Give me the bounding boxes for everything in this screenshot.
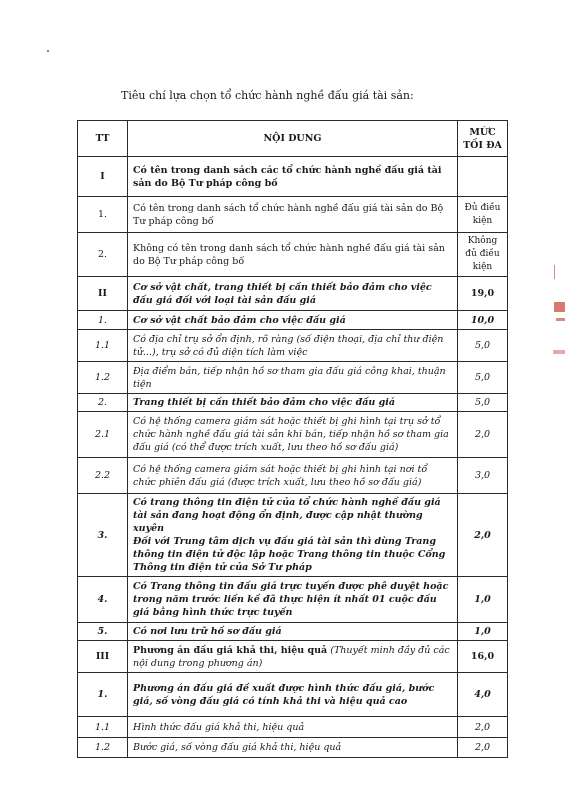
row-content: Địa điểm bán, tiếp nhận hồ sơ tham gia đấu giá công khai, thuận tiện [128,362,458,394]
row-value: 1,0 [458,577,508,623]
row-value: 1,0 [458,623,508,641]
row-content: Có trang thông tin điện tử của tổ chức hành nghề đấu giá tài sản đang hoạt động ổn định, được cập nhật thường xuyên [133,497,441,534]
row-content: Có tên trong danh sách tổ chức hành nghề đấu giá tài sản do Bộ Tư pháp công bố [128,197,458,233]
row-tt: III [78,641,128,673]
row-tt: 2. [78,394,128,412]
table-row [78,738,508,758]
row-value: 5,0 [458,330,508,362]
table-row [78,717,508,738]
row-content: Có Trang thông tin đấu giá trực tuyến được phê duyệt hoặc trong năm trước liền kề đã thực hiện ít nhất 01 cuộc đấu giá bằng hình thức trực tuyến [128,577,458,623]
row-value: 5,0 [458,394,508,412]
header-max: MỨC TỐI ĐA [458,121,508,157]
row-value: 10,0 [458,311,508,330]
row-value [458,157,508,197]
row-content: Phương án đấu giá khả thi, hiệu quả [133,644,328,656]
row-content: Hình thức đấu giá khả thi, hiệu quả [128,717,458,738]
row-content-note: (Thuyết minh đầy đủ các nội dung trong phương án) [133,644,450,669]
row-content-cell [128,641,458,673]
row-tt: 1.2 [78,362,128,394]
row-tt: 1. [78,311,128,330]
row-value: 4,0 [458,673,508,717]
row-tt: 2. [78,233,128,277]
row-tt: 1.1 [78,330,128,362]
table-row [78,412,508,458]
table-row [78,623,508,641]
row-value: 2,0 [458,738,508,758]
stamp-fragment [554,265,565,279]
row-content-cell [128,494,458,577]
row-content: Cơ sở vật chất, trang thiết bị cần thiết bảo đảm cho việc đấu giá đối với loại tài sản đấu giá [128,277,458,311]
criteria-table [77,120,508,758]
row-content: Có hệ thống camera giám sát hoặc thiết bị ghi hình tại nơi tổ chức phiên đấu giá (được trích xuất, lưu theo hồ sơ đấu giá) [128,458,458,494]
row-content: Có tên trong danh sách các tổ chức hành nghề đấu giá tài sản do Bộ Tư pháp công bố [128,157,458,197]
row-value: 19,0 [458,277,508,311]
row-content-note: Đối với Trung tâm dịch vụ đấu giá tài sản thì dùng Trang thông tin điện tử độc lập hoặc Trang thông tin thuộc Cổng Thông tin điện tử của Sở Tư pháp [133,536,446,573]
row-tt: 5. [78,623,128,641]
table-row [78,330,508,362]
stamp-fragment [554,302,565,312]
row-content: Có hệ thống camera giám sát hoặc thiết bị ghi hình tại trụ sở tổ chức hành nghề đấu giá tài sản khi bán, tiếp nhận hồ sơ tham gia đấu giá (có thể được trích xuất, lưu theo hồ sơ đấu giá) [128,412,458,458]
table-row [78,458,508,494]
table-row [78,233,508,277]
scan-speck [47,50,49,52]
row-tt: II [78,277,128,311]
row-tt: I [78,157,128,197]
table-row [78,577,508,623]
table-row [78,494,508,577]
row-tt: 2.2 [78,458,128,494]
table-row [78,157,508,197]
row-value: 5,0 [458,362,508,394]
row-tt: 1.2 [78,738,128,758]
row-value: 3,0 [458,458,508,494]
table-row [78,641,508,673]
table-row [78,277,508,311]
row-content: Có nơi lưu trữ hồ sơ đấu giá [128,623,458,641]
row-tt: 4. [78,577,128,623]
row-tt: 1. [78,673,128,717]
table-row [78,394,508,412]
row-tt: 2.1 [78,412,128,458]
row-content: Phương án đấu giá đề xuất được hình thức đấu giá, bước giá, số vòng đấu giá có tính khả thi và hiệu quả cao [128,673,458,717]
stamp-fragment [553,350,565,354]
row-content: Không có tên trong danh sách tổ chức hành nghề đấu giá tài sản do Bộ Tư pháp công bố [128,233,458,277]
row-content: Có địa chỉ trụ sở ổn định, rõ ràng (số điện thoại, địa chỉ thư điện tử...), trụ sở có đủ diện tích làm việc [128,330,458,362]
row-tt: 1.1 [78,717,128,738]
table-header-row [78,121,508,157]
table-row [78,362,508,394]
table-row [78,311,508,330]
row-content: Bước giá, số vòng đấu giá khả thi, hiệu quả [128,738,458,758]
page-heading: Tiêu chí lựa chọn tổ chức hành nghề đấu giá tài sản: [121,89,414,102]
row-value: Đủ điều kiện [458,197,508,233]
row-value: 2,0 [458,494,508,577]
header-content: NỘI DUNG [128,121,458,157]
row-value: 2,0 [458,412,508,458]
table-row [78,197,508,233]
row-tt: 1. [78,197,128,233]
row-value: 16,0 [458,641,508,673]
row-tt: 3. [78,494,128,577]
row-value: Không đủ điều kiện [458,233,508,277]
row-content: Trang thiết bị cần thiết bảo đảm cho việc đấu giá [128,394,458,412]
table-row [78,673,508,717]
header-tt: TT [78,121,128,157]
row-value: 2,0 [458,717,508,738]
stamp-fragment [556,318,565,321]
row-content: Cơ sở vật chất bảo đảm cho việc đấu giá [128,311,458,330]
